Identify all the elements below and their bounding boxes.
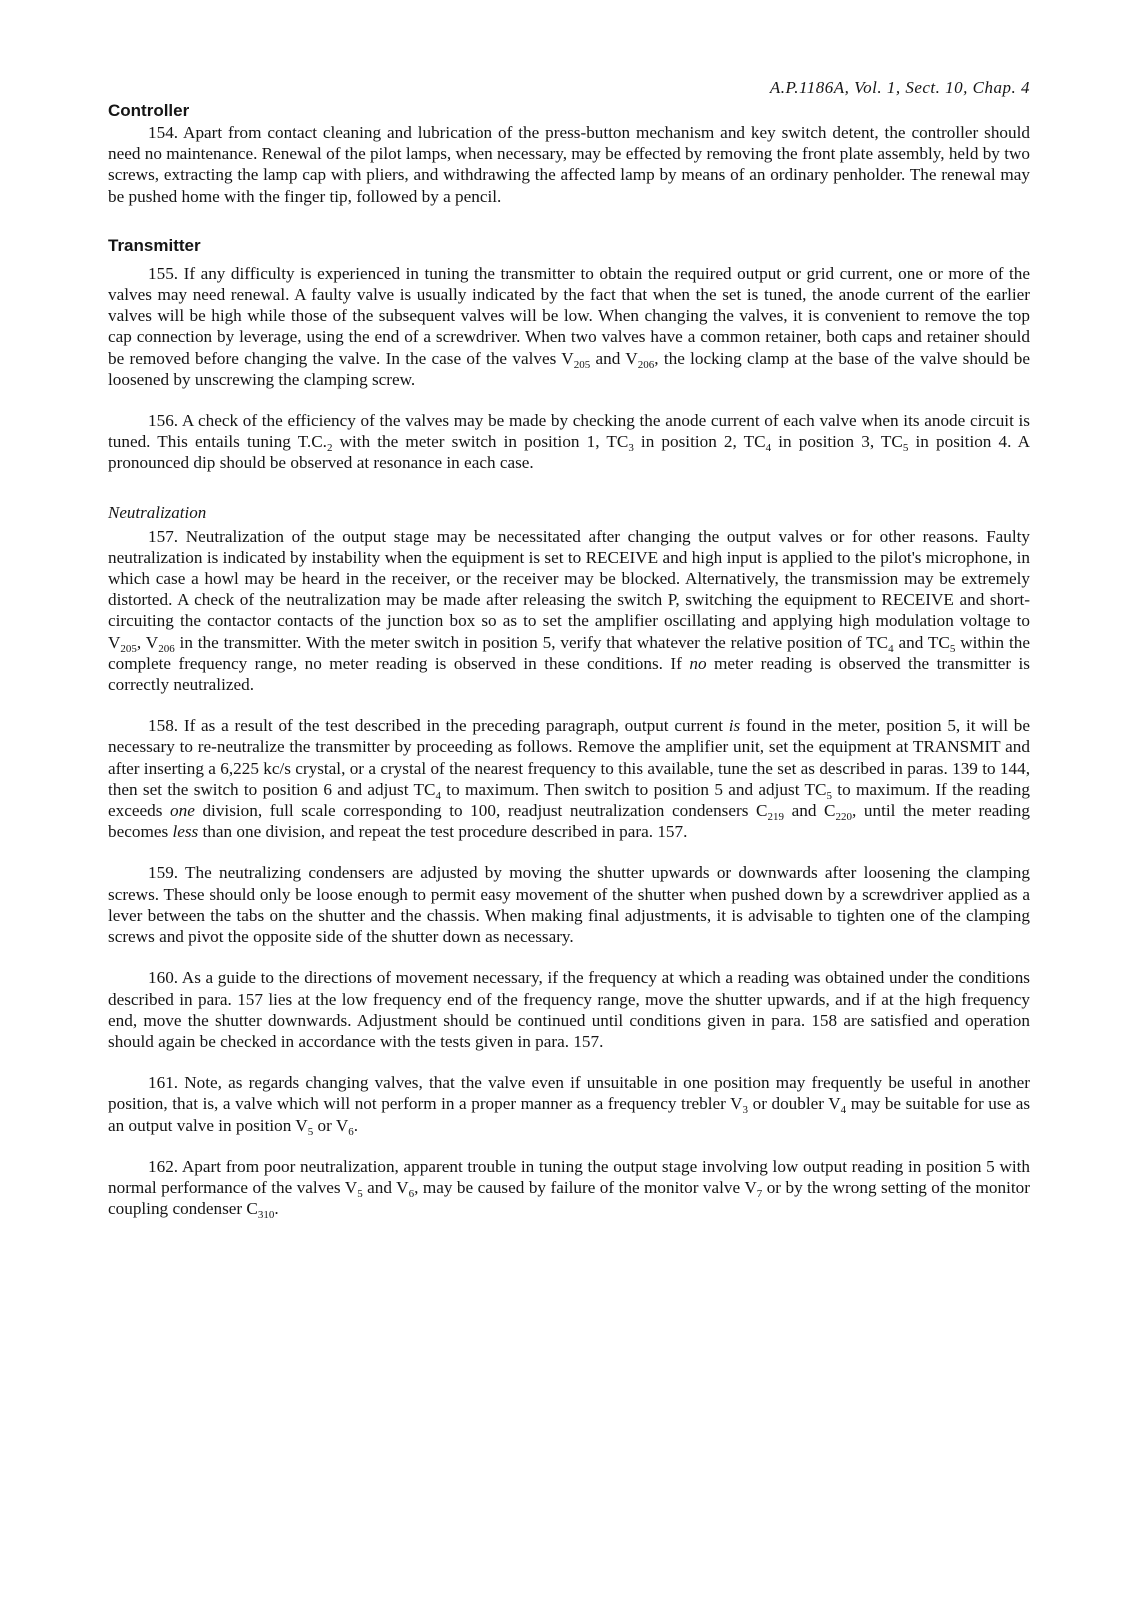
para-text: in the transmitter. With the meter switch in position 5, verify that whatever the relative position of TC <box>174 632 889 652</box>
para-number: 161. <box>148 1073 179 1093</box>
paragraph-158 <box>108 715 1030 842</box>
section-heading-controller: Controller <box>108 101 190 120</box>
subscript: 219 <box>767 811 784 824</box>
emphasis: is <box>728 716 741 736</box>
para-text: found in the meter, position 5, it will be necessary to re-neutralize the transmitter by proceeding as follows. Remove the amplifier unit, set the equipment at TRANSMIT and after inserting a 6,225 kc/s crystal, or a crystal of the nearest frequency to this available, tune the set as described in paras. 139 to 144, then set the switch to position 6 and adjust TC <box>108 716 1030 799</box>
subscript: 2 <box>326 442 333 455</box>
paragraph-161 <box>108 1072 1030 1136</box>
subscript: 6 <box>408 1187 415 1200</box>
subscript: 4 <box>840 1104 847 1117</box>
para-text: in position 4. A pronounced dip should be observed at resonance in each case. <box>108 432 1031 473</box>
para-text: The neutralizing condensers are adjusted by moving the shutter upwards or downwards after loosening the clamping screws. These should only be loose enough to permit easy movement of the shutter when pushed down by a screwdriver applied as a lever between the tabs on the shutter and the chassis. When making final adjustments, it is advisable to tighten one of the clamping screws and pivot the opposite side of the shutter down as necessary. <box>108 863 1030 947</box>
para-text: , may be caused by failure of the monitor valve V <box>414 1177 757 1197</box>
para-text: meter reading is observed the transmitter is correctly neutralized. <box>108 653 1030 695</box>
para-text: or doubler V <box>748 1094 841 1114</box>
para-text: and V <box>362 1177 409 1197</box>
subscript: 6 <box>348 1125 354 1138</box>
subscript: 205 <box>120 642 137 655</box>
document-page <box>108 78 1031 1222</box>
subsection-heading-neutralization: Neutralization <box>108 502 207 522</box>
emphasis: no <box>689 653 707 673</box>
paragraph-157 <box>108 526 1030 696</box>
para-text: Neutralization of the output stage may be necessitated after changing the output valves or for other reasons. Faulty neutralization is indicated by instability when the equipment is set to RECEIVE and high input is applied to the pilot's microphone, in which case a howl may be heard in the receiver, or the receiver may be blocked. Alternatively, the transmission may be extremely distorted. A check of the neutralization may be made after releasing the switch P, switching the equipment to RECEIVE and short-circuiting the contactor contacts of the junction box so as to set the amplifier oscillating and applying high modulation voltage to V <box>108 526 1031 652</box>
para-text: , V <box>136 632 159 652</box>
para-text: in position 2, TC <box>633 432 766 452</box>
para-text: to maximum. Then switch to position 5 and adjust TC <box>440 779 827 799</box>
paragraph-159 <box>108 862 1030 947</box>
paragraph-154 <box>108 122 1030 207</box>
para-text: and V <box>590 348 638 368</box>
subscript: 310 <box>257 1209 275 1222</box>
running-head: A.P.1186A, Vol. 1, Sect. 10, Chap. 4 <box>769 78 1030 97</box>
para-text: Apart from contact cleaning and lubrication of the press-button mechanism and key switch detent, the controller should need no maintenance. Renewal of the pilot lamps, when necessary, may be effected by removing the front plate assembly, held by two screws, extracting the lamp cap with pliers, and withdrawing the affected lamp by means of an ordinary penholder. The renewal may be pushed home with the finger tip, followed by a pencil. <box>108 123 1030 206</box>
subscript: 220 <box>835 811 853 824</box>
subscript: 4 <box>765 442 772 455</box>
subscript: 205 <box>573 358 591 371</box>
para-number: 155. <box>148 263 179 283</box>
emphasis: less <box>172 822 199 842</box>
para-number: 159. <box>148 863 179 883</box>
subscript: 206 <box>158 642 175 655</box>
para-number: 154. <box>148 123 179 142</box>
para-text: than one division, and repeat the test procedure described in para. 157. <box>198 822 688 842</box>
subscript: 3 <box>742 1104 749 1117</box>
para-text: . <box>353 1115 359 1135</box>
para-text: division, full scale corresponding to 100, readjust neutralization condensers C <box>194 801 768 821</box>
para-text: As a guide to the directions of movement necessary, if the frequency at which a reading was obtained under the conditions described in para. 157 lies at the low frequency end of the frequency range, move the shutter upwards, and if at the high frequency end, move the shutter downwards. Adjustment should be continued until conditions given in para. 158 are satisfied and operation should again be checked in accordance with the tests given in para. 157. <box>108 968 1030 1051</box>
subscript: 5 <box>826 789 832 802</box>
para-text: , until the meter reading becomes <box>108 801 1030 842</box>
subscript: 5 <box>357 1187 363 1200</box>
para-text: in position 3, TC <box>771 432 903 452</box>
para-text: If any difficulty is experienced in tuning the transmitter to obtain the required output or grid current, one or more of the valves may need renewal. A faulty valve is usually indicated by the fact that when the set is tuned, the anode current of the earlier valves will be high while those of the subsequent valves will be low. When changing the valves, it is convenient to remove the top cap connection by leverage, using the end of a screwdriver. When two valves have a common retainer, both caps and retainer should be removed before changing the valve. In the case of the valves V <box>108 263 1031 368</box>
para-text: or by the wrong setting of the monitor coupling condenser C <box>108 1177 1030 1219</box>
para-text: with the meter switch in position 1, TC <box>332 432 629 452</box>
paragraph-155 <box>108 263 1030 390</box>
subscript: 206 <box>637 358 655 371</box>
para-text: may be suitable for use as an output valve in position V <box>108 1094 1031 1135</box>
subscript: 4 <box>435 789 441 802</box>
para-text: within the complete frequency range, no meter reading is observed in these conditions. If <box>108 632 1030 673</box>
paragraph-160 <box>108 967 1030 1052</box>
para-text: If as a result of the test described in the preceding paragraph, output current <box>183 716 729 736</box>
subscript: 3 <box>628 442 634 455</box>
para-text: . <box>274 1199 279 1219</box>
para-number: 160. <box>148 968 179 988</box>
para-number: 158. <box>148 716 179 736</box>
para-text: and TC <box>893 632 950 652</box>
para-text: Note, as regards changing valves, that the valve even if unsuitable in one position may frequently be useful in another position, that is, a valve which will not perform in a proper manner as a frequency trebler V <box>108 1073 1030 1114</box>
para-text: and C <box>783 801 836 821</box>
para-text: Apart from poor neutralization, apparent trouble in tuning the output stage involving low output reading in position 5 with normal performance of the valves V <box>108 1156 1030 1197</box>
subscript: 4 <box>888 642 894 655</box>
para-text: , the locking clamp at the base of the valve should be loosened by unscrewing the clamping screw. <box>108 348 1031 389</box>
para-text: or V <box>313 1115 349 1135</box>
para-text: to maximum. If the reading exceeds <box>108 779 1030 821</box>
paragraph-162 <box>108 1156 1030 1220</box>
paragraph-156 <box>108 410 1030 474</box>
emphasis: one <box>170 801 195 821</box>
subscript: 5 <box>307 1125 314 1138</box>
subscript: 5 <box>949 642 956 655</box>
subscript: 7 <box>756 1187 763 1200</box>
para-text: A check of the efficiency of the valves may be made by checking the anode current of each valve when its anode circuit is tuned. This entails tuning T.C. <box>108 411 1030 452</box>
para-number: 157. <box>148 526 179 546</box>
subscript: 5 <box>902 442 909 455</box>
para-number: 162. <box>148 1156 179 1176</box>
para-number: 156. <box>148 411 179 431</box>
section-heading-transmitter: Transmitter <box>108 235 201 255</box>
